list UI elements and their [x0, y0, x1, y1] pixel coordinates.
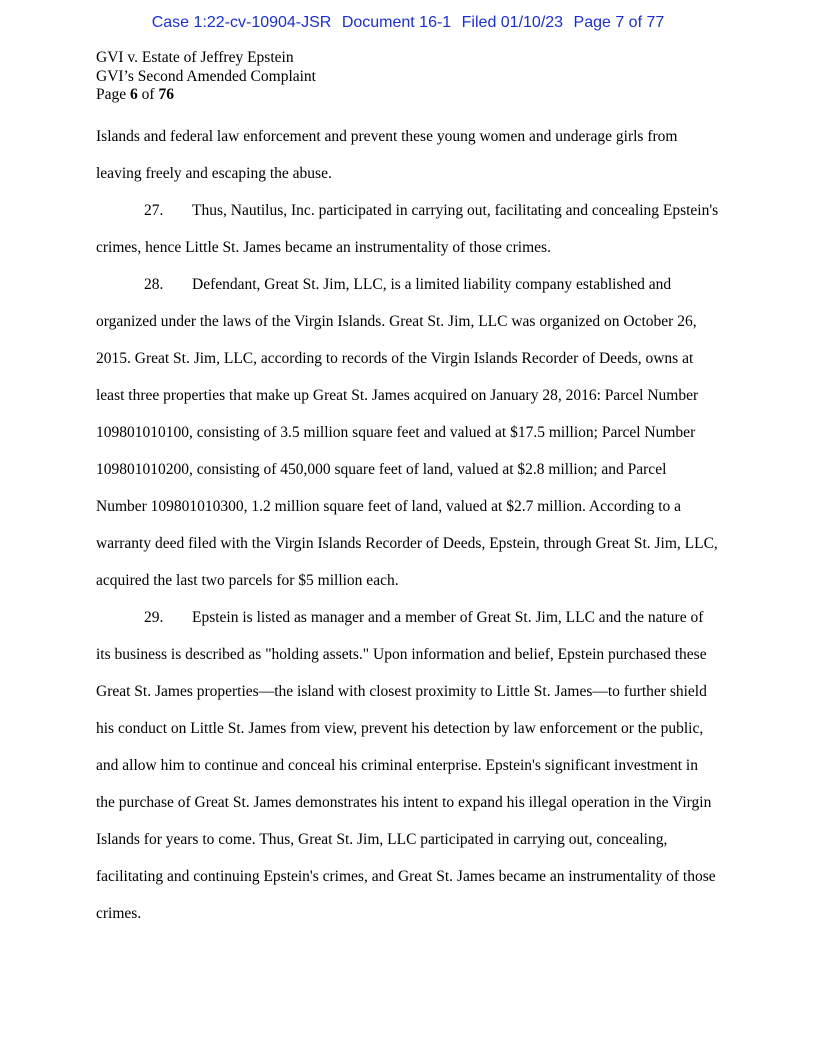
paragraph-number: 28.: [144, 276, 164, 293]
document-caption: [96, 49, 316, 105]
paragraph-number: 29.: [144, 609, 164, 626]
court-filing-header: [0, 14, 816, 32]
document-body: [96, 118, 720, 932]
document-number: Document 16-1: [341, 14, 452, 31]
paragraph-text: Thus, Nautilus, Inc. participated in carrying out, facilitating and concealing Epstein's crimes, hence Little St. James became an instrumentality of those crimes.: [96, 202, 719, 256]
paragraph-text: Defendant, Great St. Jim, LLC, is a limited liability company established and organized under the laws of the Virgin Islands. Great St. Jim, LLC was organized on October 26, 2015. Great St. Jim, LLC, according to records of the Virgin Islands Recorder of Deeds, owns at least three properties that make up Great St. James acquired on January 28, 2016: Parcel Number 109801010100, consisting of 3.5 million square feet and valued at $17.5 million; Parcel Number 109801010200, consisting of 450,000 square feet of land, valued at $2.8 million; and Parcel Number 109801010300, 1.2 million square feet of land, valued at $2.7 million. According to a warranty deed filed with the Virgin Islands Recorder of Deeds, Epstein, through Great St. Jim, LLC, acquired the last two parcels for $5 million each.: [96, 276, 718, 589]
paragraph-text: Epstein is listed as manager and a member of Great St. Jim, LLC and the nature of its business is described as "holding assets." Upon information and belief, Epstein purchased these Great St. James properties—the island with closest proximity to Little St. James—to further shield his conduct on Little St. James from view, prevent his detection by law enforcement or the public, and allow him to continue and conceal his criminal enterprise. Epstein's significant investment in the purchase of Great St. James demonstrates his intent to expand his illegal operation in the Virgin Islands for years to come. Thus, Great St. Jim, LLC participated in carrying out, concealing, facilitating and continuing Epstein's crimes, and Great St. James became an instrumentality of those crimes.: [96, 609, 716, 922]
paragraph-number: 27.: [144, 202, 164, 219]
paragraph-28: [96, 266, 720, 599]
caption-document-title: GVI’s Second Amended Complaint: [96, 67, 316, 85]
caption-page-number: Page 6 of 76: [96, 86, 174, 103]
paragraph-text: Islands and federal law enforcement and prevent these young women and underage girls from leaving freely and escaping the abuse.: [96, 128, 678, 182]
caption-case-title: GVI v. Estate of Jeffrey Epstein: [96, 49, 294, 66]
paragraph-29: [96, 599, 720, 932]
filing-page-count: Page 7 of 77: [573, 14, 665, 31]
filed-date: Filed 01/10/23: [461, 14, 564, 31]
case-number: Case 1:22-cv-10904-JSR: [151, 14, 332, 31]
paragraph-27: [96, 192, 720, 266]
paragraph-continuation: [96, 118, 720, 192]
